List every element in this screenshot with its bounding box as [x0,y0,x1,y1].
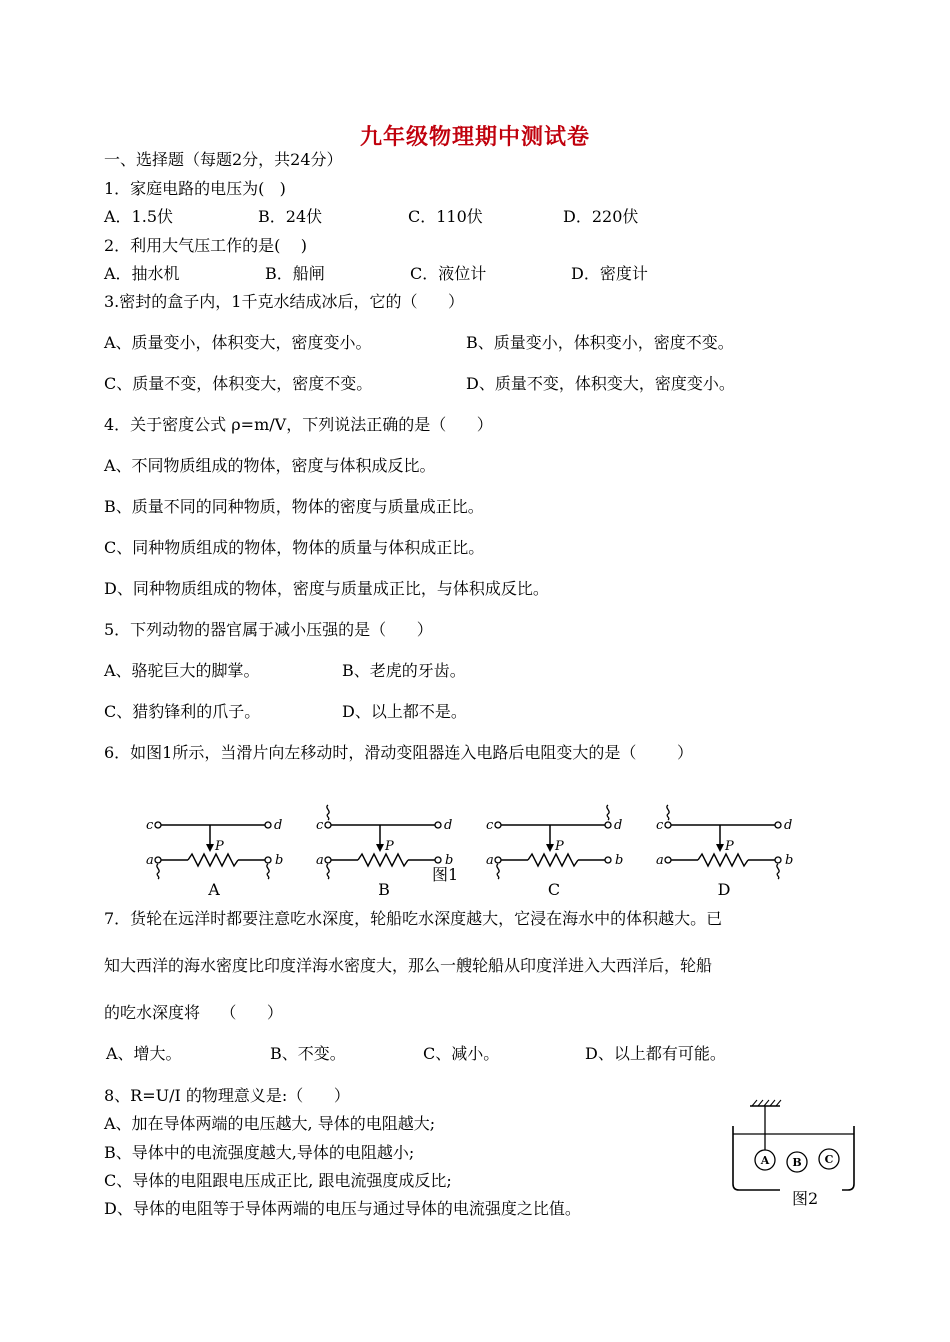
q7-option-c: C、减小。 [423,1044,500,1063]
q5-option-a: A、骆驼巨大的脚掌。 [104,661,260,680]
q1-option-b: B．24伏 [258,207,323,226]
q4-option-d: D、同种物质组成的物体，密度与质量成正比，与体积成反比。 [104,579,549,598]
term-c-d: c [656,818,664,833]
term-b-c: b [615,853,624,868]
term-d-d: d [784,818,793,833]
section-heading: 一、选择题（每题2分，共24分） [104,150,343,169]
q4-option-b: B、质量不同的同种物质，物体的密度与质量成正比。 [104,497,484,516]
q3-option-b: B、质量变小，体积变小，密度不变。 [466,333,734,352]
q3-option-d: D、质量不变，体积变大，密度变小。 [466,374,735,393]
label-d: D [717,880,731,899]
q1-option-a: A．1.5伏 [104,207,174,226]
q2-option-c: C．液位计 [410,264,487,283]
term-a-c: a [486,853,494,868]
q8-option-b: B、导体中的电流强度越大,导体的电阻越小; [104,1143,415,1162]
figure-2-container [728,1096,868,1216]
q8-option-d: D、导体的电阻等于导体两端的电压与通过导体的电流强度之比值。 [104,1199,581,1218]
q8-stem: 8、R=U/I 的物理意义是:（ ） [104,1086,350,1105]
figure-1-caption: 图1 [432,865,459,884]
term-p-d: P [725,839,734,854]
ball-a: A [760,1154,770,1167]
q2-option-b: B．船闸 [265,264,325,283]
label-b: B [378,880,390,899]
rheostat-b [325,805,441,879]
q2-stem: 2．利用大气压工作的是( ) [104,236,308,255]
ball-b: B [792,1156,802,1169]
q3-option-c: C、质量不变，体积变大，密度不变。 [104,374,373,393]
q6-stem: 6．如图1所示，当滑片向左移动时，滑动变阻器连入电路后电阻变大的是（ ） [104,743,694,762]
rheostat-a [155,822,271,879]
term-c-a: c [146,818,154,833]
q7-option-b: B、不变。 [270,1044,346,1063]
page-title: 九年级物理期中测试卷 [359,125,590,150]
term-d-c: d [614,818,623,833]
label-c: C [547,880,561,899]
term-b-b: b [445,853,454,868]
term-a-a: a [146,853,154,868]
term-a-d: a [656,853,664,868]
q4-stem: 4．关于密度公式 ρ=m/V，下列说法正确的是（ ） [104,415,493,434]
q5-option-c: C、猎豹锋利的爪子。 [104,702,261,721]
ball-c: C [824,1153,834,1166]
q7-line-2: 知大西洋的海水密度比印度洋海水密度大，那么一艘轮船从印度洋进入大西洋后，轮船 [104,956,713,975]
term-c-c: c [486,818,494,833]
term-d-b: d [444,818,453,833]
term-b-a: b [275,853,284,868]
term-b-d: b [785,853,794,868]
rheostat-c [495,805,611,879]
figure-1-rheostats [0,780,950,900]
q4-option-c: C、同种物质组成的物体，物体的质量与体积成正比。 [104,538,485,557]
q3-option-a: A、质量变小，体积变大，密度变小。 [104,333,372,352]
q1-option-c: C．110伏 [408,207,483,226]
q7-line-3: 的吃水深度将 （ ） [104,1003,283,1022]
q8-option-c: C、导体的电阻跟电压成正比, 跟电流强度成反比; [104,1171,452,1190]
term-p-a: P [215,839,224,854]
figure-2-caption: 图2 [792,1189,819,1208]
q5-option-d: D、以上都不是。 [342,702,467,721]
term-c-b: c [316,818,324,833]
term-p-b: P [385,839,394,854]
rheostat-d [665,805,781,879]
q7-option-d: D、以上都有可能。 [585,1044,726,1063]
q2-option-a: A．抽水机 [104,264,180,283]
q2-option-d: D．密度计 [571,264,648,283]
q1-stem: 1．家庭电路的电压为( ) [104,179,286,198]
term-d-a: d [274,818,283,833]
term-p-c: P [555,839,564,854]
q7-option-a: A、增大。 [106,1044,182,1063]
q7-line-1: 7．货轮在远洋时都要注意吃水深度，轮船吃水深度越大，它浸在海水中的体积越大。已 [104,909,723,928]
term-a-b: a [316,853,324,868]
label-a: A [208,880,220,899]
q8-option-a: A、加在导体两端的电压越大, 导体的电阻越大; [104,1114,436,1133]
q5-stem: 5．下列动物的器官属于减小压强的是（ ） [104,620,433,639]
q3-stem: 3.密封的盒子内，1千克水结成冰后，它的（ ） [104,292,464,311]
q1-option-d: D．220伏 [563,207,639,226]
q5-option-b: B、老虎的牙齿。 [342,661,466,680]
q4-option-a: A、不同物质组成的物体，密度与体积成反比。 [104,456,436,475]
